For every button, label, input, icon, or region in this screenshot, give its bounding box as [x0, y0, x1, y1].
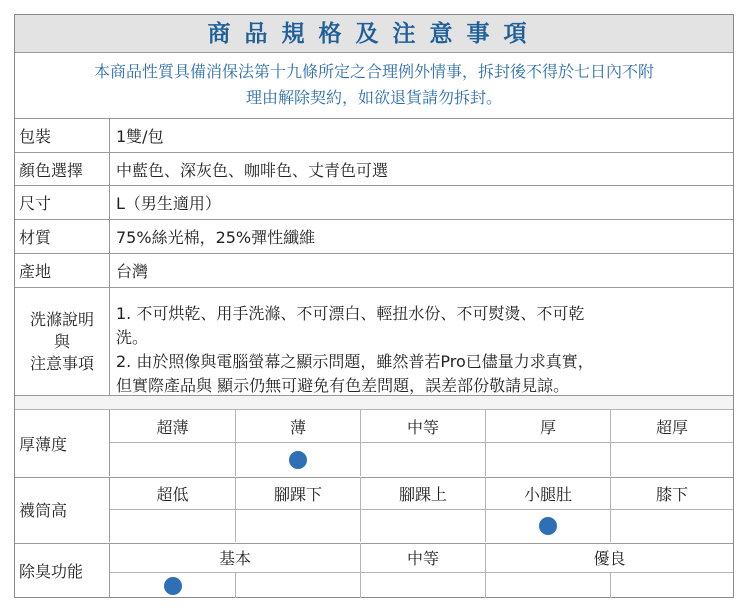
spec-value: 75%絲光棉，25%彈性纖維 [116, 228, 316, 247]
care-label-line: 與 [53, 331, 70, 351]
care-label-line: 洗滌說明 [29, 309, 94, 329]
option-label: 超低 [110, 477, 235, 510]
option-label: 中等 [360, 410, 485, 443]
option-cell [485, 510, 610, 542]
spec-label: 包裝 [15, 119, 110, 152]
section-divider [15, 396, 733, 410]
option-cell [610, 510, 733, 542]
notice-line-2: 理由解除契約，如欲退貨請勿拆封。 [245, 88, 502, 107]
spec-row-size [15, 186, 733, 220]
option-label: 厚 [485, 410, 610, 443]
option-cell [360, 510, 485, 542]
option-label: 小腿肚 [485, 477, 610, 510]
rating-thickness [15, 410, 733, 478]
spec-row-colors [15, 153, 733, 186]
spec-value: 1雙/包 [116, 127, 164, 146]
option-label: 腳踝上 [360, 477, 485, 510]
care-line: 2. 由於照像與電腦螢幕之顯示問題，雖然普若Pro已儘量力求真實， [116, 352, 594, 371]
spec-row-material [15, 220, 733, 254]
option-cell [235, 510, 360, 542]
option-cell [485, 573, 610, 598]
option-cell [235, 573, 360, 598]
spec-label: 顏色選擇 [15, 153, 110, 185]
option-label: 優良 [485, 543, 733, 573]
option-cell [110, 510, 235, 542]
option-cell [360, 573, 485, 598]
option-label: 超薄 [110, 410, 235, 443]
option-label: 基本 [110, 543, 360, 573]
selected-dot-icon [164, 577, 182, 595]
care-label [15, 288, 110, 395]
option-label: 超厚 [610, 410, 733, 443]
rating-deodorant [15, 543, 733, 597]
selected-dot-icon [289, 451, 307, 469]
option-cell [610, 443, 733, 476]
care-line: 但實際產品與 顯示仍無可避免有色差問題，誤差部份敬請見諒。 [116, 376, 570, 395]
option-label: 薄 [235, 410, 360, 443]
rating-label: 厚薄度 [15, 410, 110, 476]
spec-label: 材質 [15, 220, 110, 253]
option-label: 腳踝下 [235, 477, 360, 510]
care-label-line: 注意事項 [29, 353, 94, 373]
rating-label: 襪筒高 [15, 477, 110, 542]
option-label: 膝下 [610, 477, 733, 510]
option-cell [235, 443, 360, 476]
care-row [15, 288, 733, 396]
spec-table [14, 14, 734, 598]
spec-label: 尺寸 [15, 186, 110, 219]
care-line: 1. 不可烘乾、用手洗滌、不可漂白、輕扭水份、不可熨燙、不可乾 [116, 304, 585, 323]
care-instructions [110, 288, 733, 395]
page-title: 商品規格及注意事項 [15, 15, 733, 53]
option-cell [110, 573, 235, 598]
rating-sock-height [15, 477, 733, 544]
rating-label: 除臭功能 [15, 543, 110, 598]
spec-label: 產地 [15, 254, 110, 287]
option-cell [110, 443, 235, 476]
spec-value: 中藍色、深灰色、咖啡色、丈青色可選 [116, 160, 389, 180]
selected-dot-icon [539, 517, 557, 535]
spec-row-packaging [15, 119, 733, 153]
option-cell [360, 443, 485, 476]
care-line: 洗。 [116, 328, 149, 347]
spec-value: L（男生適用） [116, 194, 221, 213]
option-label: 中等 [360, 543, 485, 573]
return-notice [15, 53, 733, 119]
option-cell [485, 443, 610, 476]
notice-line-1: 本商品性質具備消保法第十九條所定之合理例外情事，拆封後不得於七日內不附 [93, 62, 654, 81]
spec-value: 台灣 [116, 262, 149, 281]
option-cell [610, 573, 733, 598]
spec-row-origin [15, 254, 733, 288]
